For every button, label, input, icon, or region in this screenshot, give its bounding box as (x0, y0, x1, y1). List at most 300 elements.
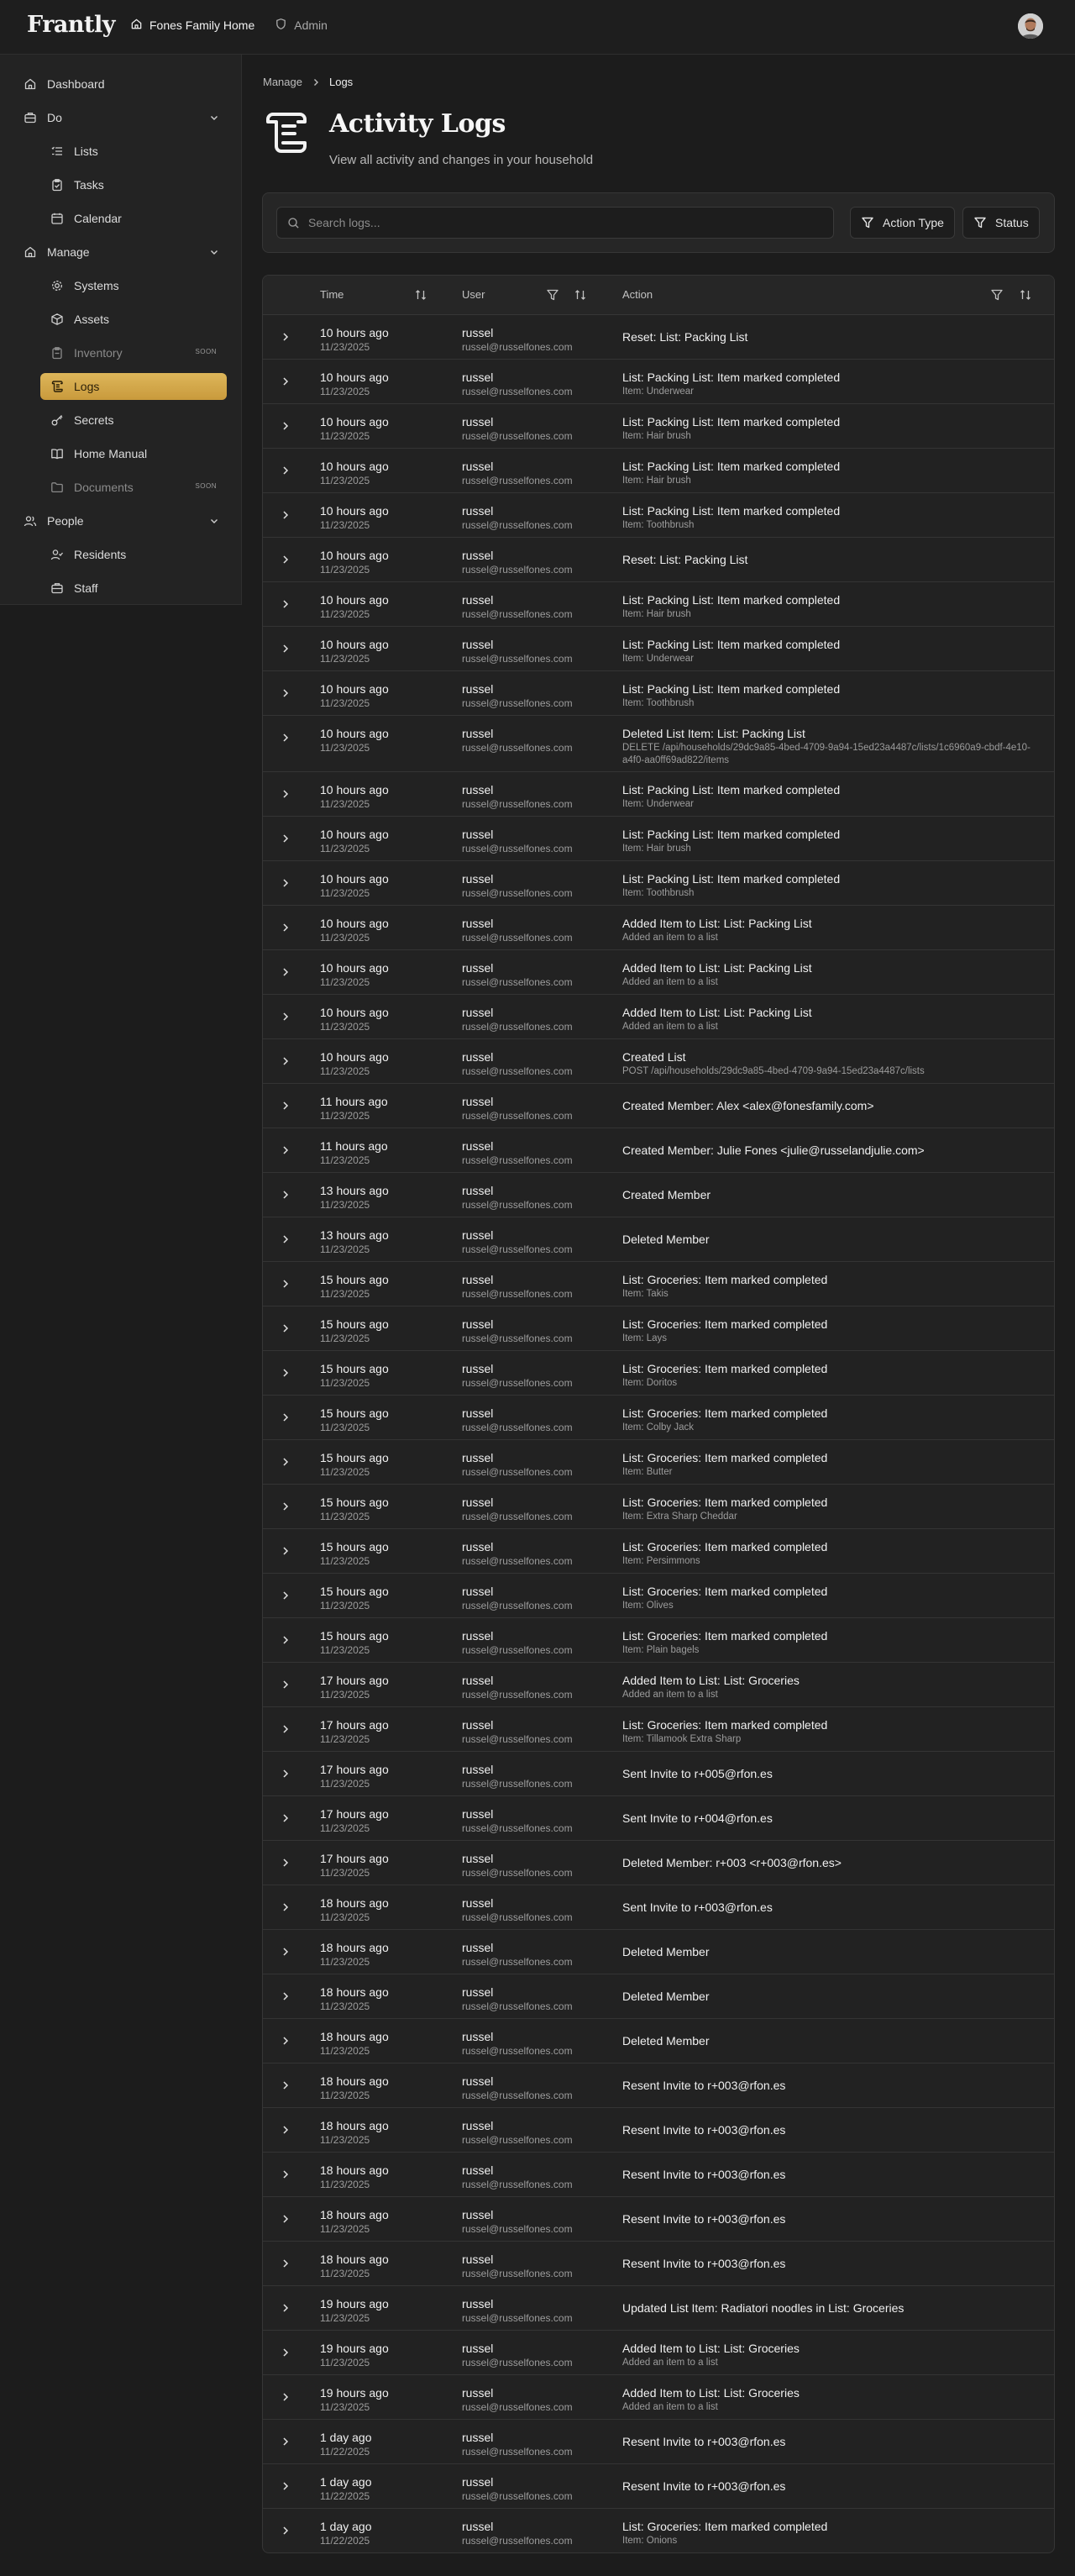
row-date: 11/23/2025 (320, 475, 370, 486)
table-row[interactable] (263, 1262, 1055, 1306)
row-user-name: russel (462, 917, 494, 930)
row-action: Created Member: Julie Fones <julie@russelandjulie.com> (622, 1143, 925, 1157)
row-date: 11/23/2025 (320, 1555, 370, 1567)
table-row[interactable] (263, 2197, 1055, 2242)
row-action-detail: Item: Hair brush (622, 844, 691, 854)
table-row[interactable] (263, 1217, 1055, 1262)
sidebar-item-label: Dashboard (47, 77, 105, 91)
table-row[interactable] (263, 772, 1055, 817)
sidebar-item-label: Logs (74, 380, 100, 393)
chevron-right-icon[interactable] (280, 877, 291, 889)
table-row[interactable] (263, 716, 1055, 772)
row-date: 11/23/2025 (320, 608, 370, 620)
chevron-right-icon[interactable] (280, 554, 291, 565)
sidebar-group-manage[interactable] (10, 239, 232, 265)
chevron-right-icon[interactable] (280, 2124, 291, 2136)
chevron-right-icon[interactable] (280, 966, 291, 978)
row-date: 11/23/2025 (320, 1021, 370, 1033)
table-row[interactable] (263, 1306, 1055, 1351)
row-user-email: russel@russelfones.com (462, 341, 573, 353)
row-user-name: russel (462, 2163, 494, 2177)
sort-icon[interactable] (414, 288, 427, 302)
row-action: Deleted Member (622, 1990, 710, 2003)
chevron-right-icon[interactable] (280, 1456, 291, 1468)
row-user-name: russel (462, 2520, 494, 2533)
chevron-right-icon[interactable] (280, 687, 291, 699)
row-user-email: russel@russelfones.com (462, 2401, 573, 2413)
row-time: 15 hours ago (320, 1585, 389, 1598)
row-user-name: russel (462, 872, 494, 886)
row-user-name: russel (462, 1228, 494, 1242)
table-row[interactable] (263, 582, 1055, 627)
row-date: 11/23/2025 (320, 2090, 370, 2101)
household-link[interactable] (130, 18, 254, 33)
row-action: List: Groceries: Item marked completed (622, 1273, 828, 1286)
row-user-email: russel@russelfones.com (462, 1644, 573, 1656)
row-user-email: russel@russelfones.com (462, 2268, 573, 2279)
chevron-right-icon[interactable] (280, 2347, 291, 2358)
filter-icon (973, 216, 987, 229)
admin-link[interactable] (275, 18, 328, 33)
row-action: List: Packing List: Item marked completed (622, 828, 841, 841)
chevron-right-icon[interactable] (280, 2035, 291, 2047)
row-time: 17 hours ago (320, 1674, 389, 1687)
table-row[interactable] (263, 2331, 1055, 2375)
sidebar-item-lists[interactable] (40, 138, 227, 165)
row-user-name: russel (462, 2030, 494, 2043)
user-avatar[interactable] (1018, 13, 1043, 39)
filter-icon (861, 216, 874, 229)
chevron-right-icon[interactable] (280, 1590, 291, 1601)
row-action-detail: Item: Toothbrush (622, 520, 695, 530)
table-row[interactable] (263, 1084, 1055, 1128)
household-label: Fones Family Home (149, 18, 255, 32)
row-user-email: russel@russelfones.com (462, 697, 573, 709)
chevron-right-icon[interactable] (280, 2258, 291, 2269)
chevron-right-icon[interactable] (280, 643, 291, 655)
row-action: List: Groceries: Item marked completed (622, 1718, 828, 1732)
row-action: Added Item to List: List: Groceries (622, 2386, 800, 2400)
chevron-right-icon[interactable] (280, 509, 291, 521)
column-header-user[interactable]: User (462, 288, 485, 301)
row-date: 11/23/2025 (320, 798, 370, 810)
status-filter-button[interactable] (962, 207, 1040, 239)
table-row[interactable] (263, 2420, 1055, 2464)
row-user-email: russel@russelfones.com (462, 519, 573, 531)
table-row[interactable] (263, 493, 1055, 538)
admin-label: Admin (294, 18, 328, 32)
sidebar-item-assets[interactable] (40, 306, 227, 333)
row-action: List: Packing List: Item marked completed (622, 415, 841, 428)
row-time: 10 hours ago (320, 371, 389, 384)
table-row[interactable] (263, 995, 1055, 1039)
table-row[interactable] (263, 404, 1055, 449)
row-action: Sent Invite to r+005@rfon.es (622, 1767, 773, 1780)
chevron-right-icon[interactable] (280, 2079, 291, 2091)
row-time: 18 hours ago (320, 2253, 389, 2266)
chevron-right-icon[interactable] (280, 376, 291, 387)
clipboard-check-icon (50, 178, 64, 192)
sidebar-item-systems[interactable] (40, 272, 227, 299)
user-check-icon (50, 548, 64, 561)
row-action: List: Groceries: Item marked completed (622, 1540, 828, 1553)
row-action-detail: Added an item to a list (622, 933, 718, 943)
row-user-name: russel (462, 326, 494, 339)
row-time: 19 hours ago (320, 2386, 389, 2400)
table-row[interactable] (263, 1396, 1055, 1440)
row-time: 10 hours ago (320, 727, 389, 740)
table-row[interactable] (263, 1885, 1055, 1930)
row-time: 10 hours ago (320, 460, 389, 473)
chevron-right-icon[interactable] (280, 1812, 291, 1824)
briefcase-icon (24, 111, 37, 124)
sidebar-item-label: Inventory (74, 346, 123, 360)
row-date: 11/23/2025 (320, 1689, 370, 1701)
table-row[interactable] (263, 2019, 1055, 2063)
table-row[interactable] (263, 360, 1055, 404)
row-user-email: russel@russelfones.com (462, 2312, 573, 2324)
sidebar-item-label: Home Manual (74, 447, 148, 460)
row-user-email: russel@russelfones.com (462, 976, 573, 988)
table-row[interactable] (263, 2242, 1055, 2286)
row-action-detail: Added an item to a list (622, 977, 718, 987)
row-date: 11/23/2025 (320, 1956, 370, 1968)
sort-icon[interactable] (1019, 288, 1032, 302)
chevron-right-icon[interactable] (280, 1634, 291, 1646)
row-action: Updated List Item: Radiatori noodles in List: Groceries (622, 2301, 905, 2315)
row-user-email: russel@russelfones.com (462, 742, 573, 754)
row-user-email: russel@russelfones.com (462, 1911, 573, 1923)
chevron-right-icon[interactable] (280, 465, 291, 476)
row-time: 17 hours ago (320, 1852, 389, 1865)
chevron-right-icon[interactable] (280, 1100, 291, 1112)
gear-icon (50, 279, 64, 292)
row-action: Added Item to List: List: Packing List (622, 1006, 812, 1019)
table-row[interactable] (263, 449, 1055, 493)
chevron-right-icon[interactable] (280, 1233, 291, 1245)
row-action-detail: Item: Takis (622, 1289, 669, 1299)
row-action: List: Groceries: Item marked completed (622, 1362, 828, 1375)
table-row[interactable] (263, 1173, 1055, 1217)
row-date: 11/23/2025 (320, 653, 370, 665)
row-user-name: russel (462, 1985, 494, 1999)
chevron-right-icon[interactable] (280, 1545, 291, 1557)
chevron-right-icon[interactable] (280, 1322, 291, 1334)
table-header (263, 276, 1055, 315)
row-action: Deleted Member: r+003 <r+003@rfon.es> (622, 1856, 842, 1869)
chevron-down-icon (208, 246, 220, 258)
row-user-email: russel@russelfones.com (462, 430, 573, 442)
sort-icon[interactable] (574, 288, 587, 302)
table-row[interactable] (263, 627, 1055, 671)
row-date: 11/22/2025 (320, 2490, 370, 2502)
table-row[interactable] (263, 315, 1055, 360)
table-row[interactable] (263, 2464, 1055, 2509)
chevron-right-icon[interactable] (280, 1723, 291, 1735)
sidebar-item-calendar[interactable] (40, 205, 227, 232)
table-row[interactable] (263, 1574, 1055, 1618)
row-action: Added Item to List: List: Groceries (622, 2342, 800, 2355)
chevron-right-icon[interactable] (280, 1055, 291, 1067)
sidebar-item-residents[interactable] (40, 541, 227, 568)
chevron-right-icon[interactable] (280, 1946, 291, 1958)
row-action-detail: Item: Extra Sharp Cheddar (622, 1511, 737, 1522)
table-row[interactable] (263, 1039, 1055, 1084)
row-time: 18 hours ago (320, 2119, 389, 2132)
top-bar (0, 0, 1075, 55)
row-action: List: Groceries: Item marked completed (622, 1496, 828, 1509)
row-user-name: russel (462, 727, 494, 740)
column-header-time[interactable]: Time (320, 288, 344, 301)
row-time: 18 hours ago (320, 1941, 389, 1954)
row-action: List: Groceries: Item marked completed (622, 1317, 828, 1331)
chevron-right-icon[interactable] (280, 2436, 291, 2447)
row-date: 11/23/2025 (320, 430, 370, 442)
row-action-detail: Item: Toothbrush (622, 698, 695, 708)
table-row[interactable] (263, 1752, 1055, 1796)
row-date: 11/23/2025 (320, 2000, 370, 2012)
row-user-email: russel@russelfones.com (462, 2090, 573, 2101)
table-row[interactable] (263, 1485, 1055, 1529)
chevron-right-icon[interactable] (280, 1367, 291, 1379)
row-date: 11/23/2025 (320, 1822, 370, 1834)
row-time: 10 hours ago (320, 504, 389, 518)
row-user-email: russel@russelfones.com (462, 2535, 573, 2547)
table-row[interactable] (263, 1128, 1055, 1173)
chevron-right-icon[interactable] (280, 1901, 291, 1913)
row-date: 11/23/2025 (320, 2045, 370, 2057)
row-action: Resent Invite to r+003@rfon.es (622, 2257, 786, 2270)
row-time: 10 hours ago (320, 783, 389, 796)
sidebar-item-documents[interactable] (40, 474, 227, 501)
filter-icon[interactable] (990, 288, 1004, 302)
chevron-right-icon[interactable] (280, 1278, 291, 1290)
row-action: List: Packing List: Item marked completed (622, 682, 841, 696)
table-row[interactable] (263, 2063, 1055, 2108)
table-row[interactable] (263, 1974, 1055, 2019)
row-user-email: russel@russelfones.com (462, 1110, 573, 1122)
sidebar-item-staff[interactable] (40, 575, 227, 602)
row-user-name: russel (462, 1496, 494, 1509)
row-action: List: Packing List: Item marked completed (622, 504, 841, 518)
table-row[interactable] (263, 950, 1055, 995)
row-user-email: russel@russelfones.com (462, 1689, 573, 1701)
row-user-email: russel@russelfones.com (462, 2490, 573, 2502)
row-time: 17 hours ago (320, 1807, 389, 1821)
sidebar-group-label: Do (47, 111, 62, 124)
table-row[interactable] (263, 817, 1055, 861)
row-action: Added Item to List: List: Groceries (622, 1674, 800, 1687)
breadcrumb (263, 76, 353, 88)
table-row[interactable] (263, 1440, 1055, 1485)
chevron-right-icon[interactable] (280, 833, 291, 844)
chevron-right-icon[interactable] (280, 420, 291, 432)
row-date: 11/23/2025 (320, 843, 370, 854)
row-time: 15 hours ago (320, 1451, 389, 1464)
shield-icon (275, 18, 287, 33)
row-user-name: russel (462, 1540, 494, 1553)
row-user-email: russel@russelfones.com (462, 1778, 573, 1790)
row-action: Created Member (622, 1188, 711, 1201)
table-row[interactable] (263, 906, 1055, 950)
row-time: 10 hours ago (320, 326, 389, 339)
sidebar-item-inventory[interactable] (40, 339, 227, 366)
row-user-email: russel@russelfones.com (462, 1243, 573, 1255)
row-date: 11/23/2025 (320, 2357, 370, 2368)
table-row[interactable] (263, 1351, 1055, 1396)
chevron-right-icon[interactable] (280, 598, 291, 610)
chevron-right-icon[interactable] (280, 2525, 291, 2537)
sidebar-item-logs[interactable] (40, 373, 227, 400)
table-row[interactable] (263, 1930, 1055, 1974)
table-row[interactable] (263, 2509, 1055, 2553)
chevron-right-icon[interactable] (280, 1857, 291, 1869)
row-user-name: russel (462, 460, 494, 473)
table-row[interactable] (263, 1796, 1055, 1841)
chevron-right-icon[interactable] (280, 1679, 291, 1690)
row-action-detail: Added an item to a list (622, 1022, 718, 1032)
chevron-right-icon[interactable] (280, 1144, 291, 1156)
table-row[interactable] (263, 1618, 1055, 1663)
chevron-right-icon[interactable] (280, 788, 291, 800)
sidebar-item-dashboard[interactable] (10, 71, 232, 97)
table-row[interactable] (263, 2108, 1055, 2153)
chevron-right-icon[interactable] (280, 1412, 291, 1423)
row-user-name: russel (462, 1362, 494, 1375)
row-user-name: russel (462, 1629, 494, 1643)
chevron-right-icon[interactable] (280, 1189, 291, 1201)
search-panel (262, 192, 1055, 253)
breadcrumb-current: Logs (328, 76, 354, 88)
row-date: 11/23/2025 (320, 1733, 370, 1745)
row-date: 11/23/2025 (320, 742, 370, 754)
chevron-right-icon[interactable] (280, 2480, 291, 2492)
row-action-detail: Item: Lays (622, 1333, 668, 1343)
chevron-right-icon[interactable] (280, 2391, 291, 2403)
row-user-name: russel (462, 1406, 494, 1420)
row-action: Deleted Member (622, 2034, 710, 2048)
row-user-email: russel@russelfones.com (462, 1377, 573, 1389)
row-date: 11/23/2025 (320, 1778, 370, 1790)
row-date: 11/23/2025 (320, 1644, 370, 1656)
row-date: 11/23/2025 (320, 1600, 370, 1611)
sidebar-item-secrets[interactable] (40, 407, 227, 434)
row-user-email: russel@russelfones.com (462, 1288, 573, 1300)
row-date: 11/23/2025 (320, 2134, 370, 2146)
sidebar-item-label: Staff (74, 581, 98, 595)
table-row[interactable] (263, 2375, 1055, 2420)
row-action: List: Groceries: Item marked completed (622, 1451, 828, 1464)
chevron-right-icon[interactable] (280, 2213, 291, 2225)
chevron-right-icon[interactable] (280, 732, 291, 744)
row-action: List: Packing List: Item marked completed (622, 593, 841, 607)
row-user-name: russel (462, 1184, 494, 1197)
soon-badge: SOON (195, 482, 217, 490)
row-action-detail: Item: Doritos (622, 1378, 678, 1388)
chevron-right-icon[interactable] (280, 2302, 291, 2314)
row-time: 10 hours ago (320, 872, 389, 886)
row-user-email: russel@russelfones.com (462, 1822, 573, 1834)
table-row[interactable] (263, 2153, 1055, 2197)
row-user-email: russel@russelfones.com (462, 798, 573, 810)
row-user-email: russel@russelfones.com (462, 1333, 573, 1344)
sidebar-group-do[interactable] (10, 104, 232, 131)
row-date: 11/23/2025 (320, 1511, 370, 1522)
table-row[interactable] (263, 1841, 1055, 1885)
table-row[interactable] (263, 861, 1055, 906)
column-header-action[interactable]: Action (622, 288, 653, 301)
row-time: 10 hours ago (320, 917, 389, 930)
row-action-detail: Item: Tillamook Extra Sharp (622, 1734, 742, 1744)
table-row[interactable] (263, 2286, 1055, 2331)
row-user-email: russel@russelfones.com (462, 1065, 573, 1077)
row-time: 1 day ago (320, 2520, 372, 2533)
row-time: 10 hours ago (320, 415, 389, 428)
row-action-detail: POST /api/households/29dc9a85-4bed-4709-9a94-15ed23a4487c/lists (622, 1066, 925, 1076)
row-action: Sent Invite to r+003@rfon.es (622, 1900, 773, 1914)
row-user-email: russel@russelfones.com (462, 2000, 573, 2012)
row-date: 11/23/2025 (320, 519, 370, 531)
home-icon (130, 18, 143, 33)
table-row[interactable] (263, 1663, 1055, 1707)
row-user-email: russel@russelfones.com (462, 1956, 573, 1968)
row-date: 11/23/2025 (320, 1110, 370, 1122)
row-date: 11/23/2025 (320, 386, 370, 397)
chevron-right-icon[interactable] (280, 1990, 291, 2002)
scroll-icon (263, 109, 308, 156)
sidebar-item-tasks[interactable] (40, 171, 227, 198)
table-row[interactable] (263, 1529, 1055, 1574)
row-action-detail: Item: Plain bagels (622, 1645, 700, 1655)
scroll-icon (50, 380, 64, 393)
row-time: 15 hours ago (320, 1362, 389, 1375)
users-icon (24, 514, 37, 528)
search-placeholder: Search logs... (308, 216, 380, 229)
chevron-right-icon[interactable] (280, 331, 291, 343)
app-logo[interactable]: Frantly (27, 12, 115, 38)
chevron-right-icon[interactable] (280, 1768, 291, 1780)
table-row[interactable] (263, 1707, 1055, 1752)
row-user-name: russel (462, 682, 494, 696)
row-time: 13 hours ago (320, 1184, 389, 1197)
row-user-email: russel@russelfones.com (462, 608, 573, 620)
chevron-right-icon[interactable] (280, 922, 291, 933)
logs-table (262, 275, 1055, 2553)
row-user-email: russel@russelfones.com (462, 2134, 573, 2146)
chevron-right-icon[interactable] (280, 1011, 291, 1023)
breadcrumb-parent[interactable]: Manage (263, 76, 302, 88)
row-time: 15 hours ago (320, 1273, 389, 1286)
table-row[interactable] (263, 538, 1055, 582)
chevron-right-icon[interactable] (280, 2169, 291, 2180)
row-action: Sent Invite to r+004@rfon.es (622, 1811, 773, 1825)
row-time: 18 hours ago (320, 1896, 389, 1910)
calendar-icon (50, 212, 64, 225)
sidebar-item-home-manual[interactable] (40, 440, 227, 467)
action-type-filter-button[interactable] (850, 207, 955, 239)
row-action: Resent Invite to r+003@rfon.es (622, 2435, 786, 2448)
sidebar-item-label: Systems (74, 279, 119, 292)
row-date: 11/23/2025 (320, 887, 370, 899)
table-row[interactable] (263, 671, 1055, 716)
row-action: Created Member: Alex <alex@fonesfamily.com> (622, 1099, 874, 1112)
filter-icon[interactable] (546, 288, 559, 302)
row-action: Added Item to List: List: Packing List (622, 917, 812, 930)
sidebar-group-people[interactable] (10, 507, 232, 534)
chevron-right-icon[interactable] (280, 1501, 291, 1512)
row-user-email: russel@russelfones.com (462, 2045, 573, 2057)
search-input[interactable] (276, 207, 834, 239)
